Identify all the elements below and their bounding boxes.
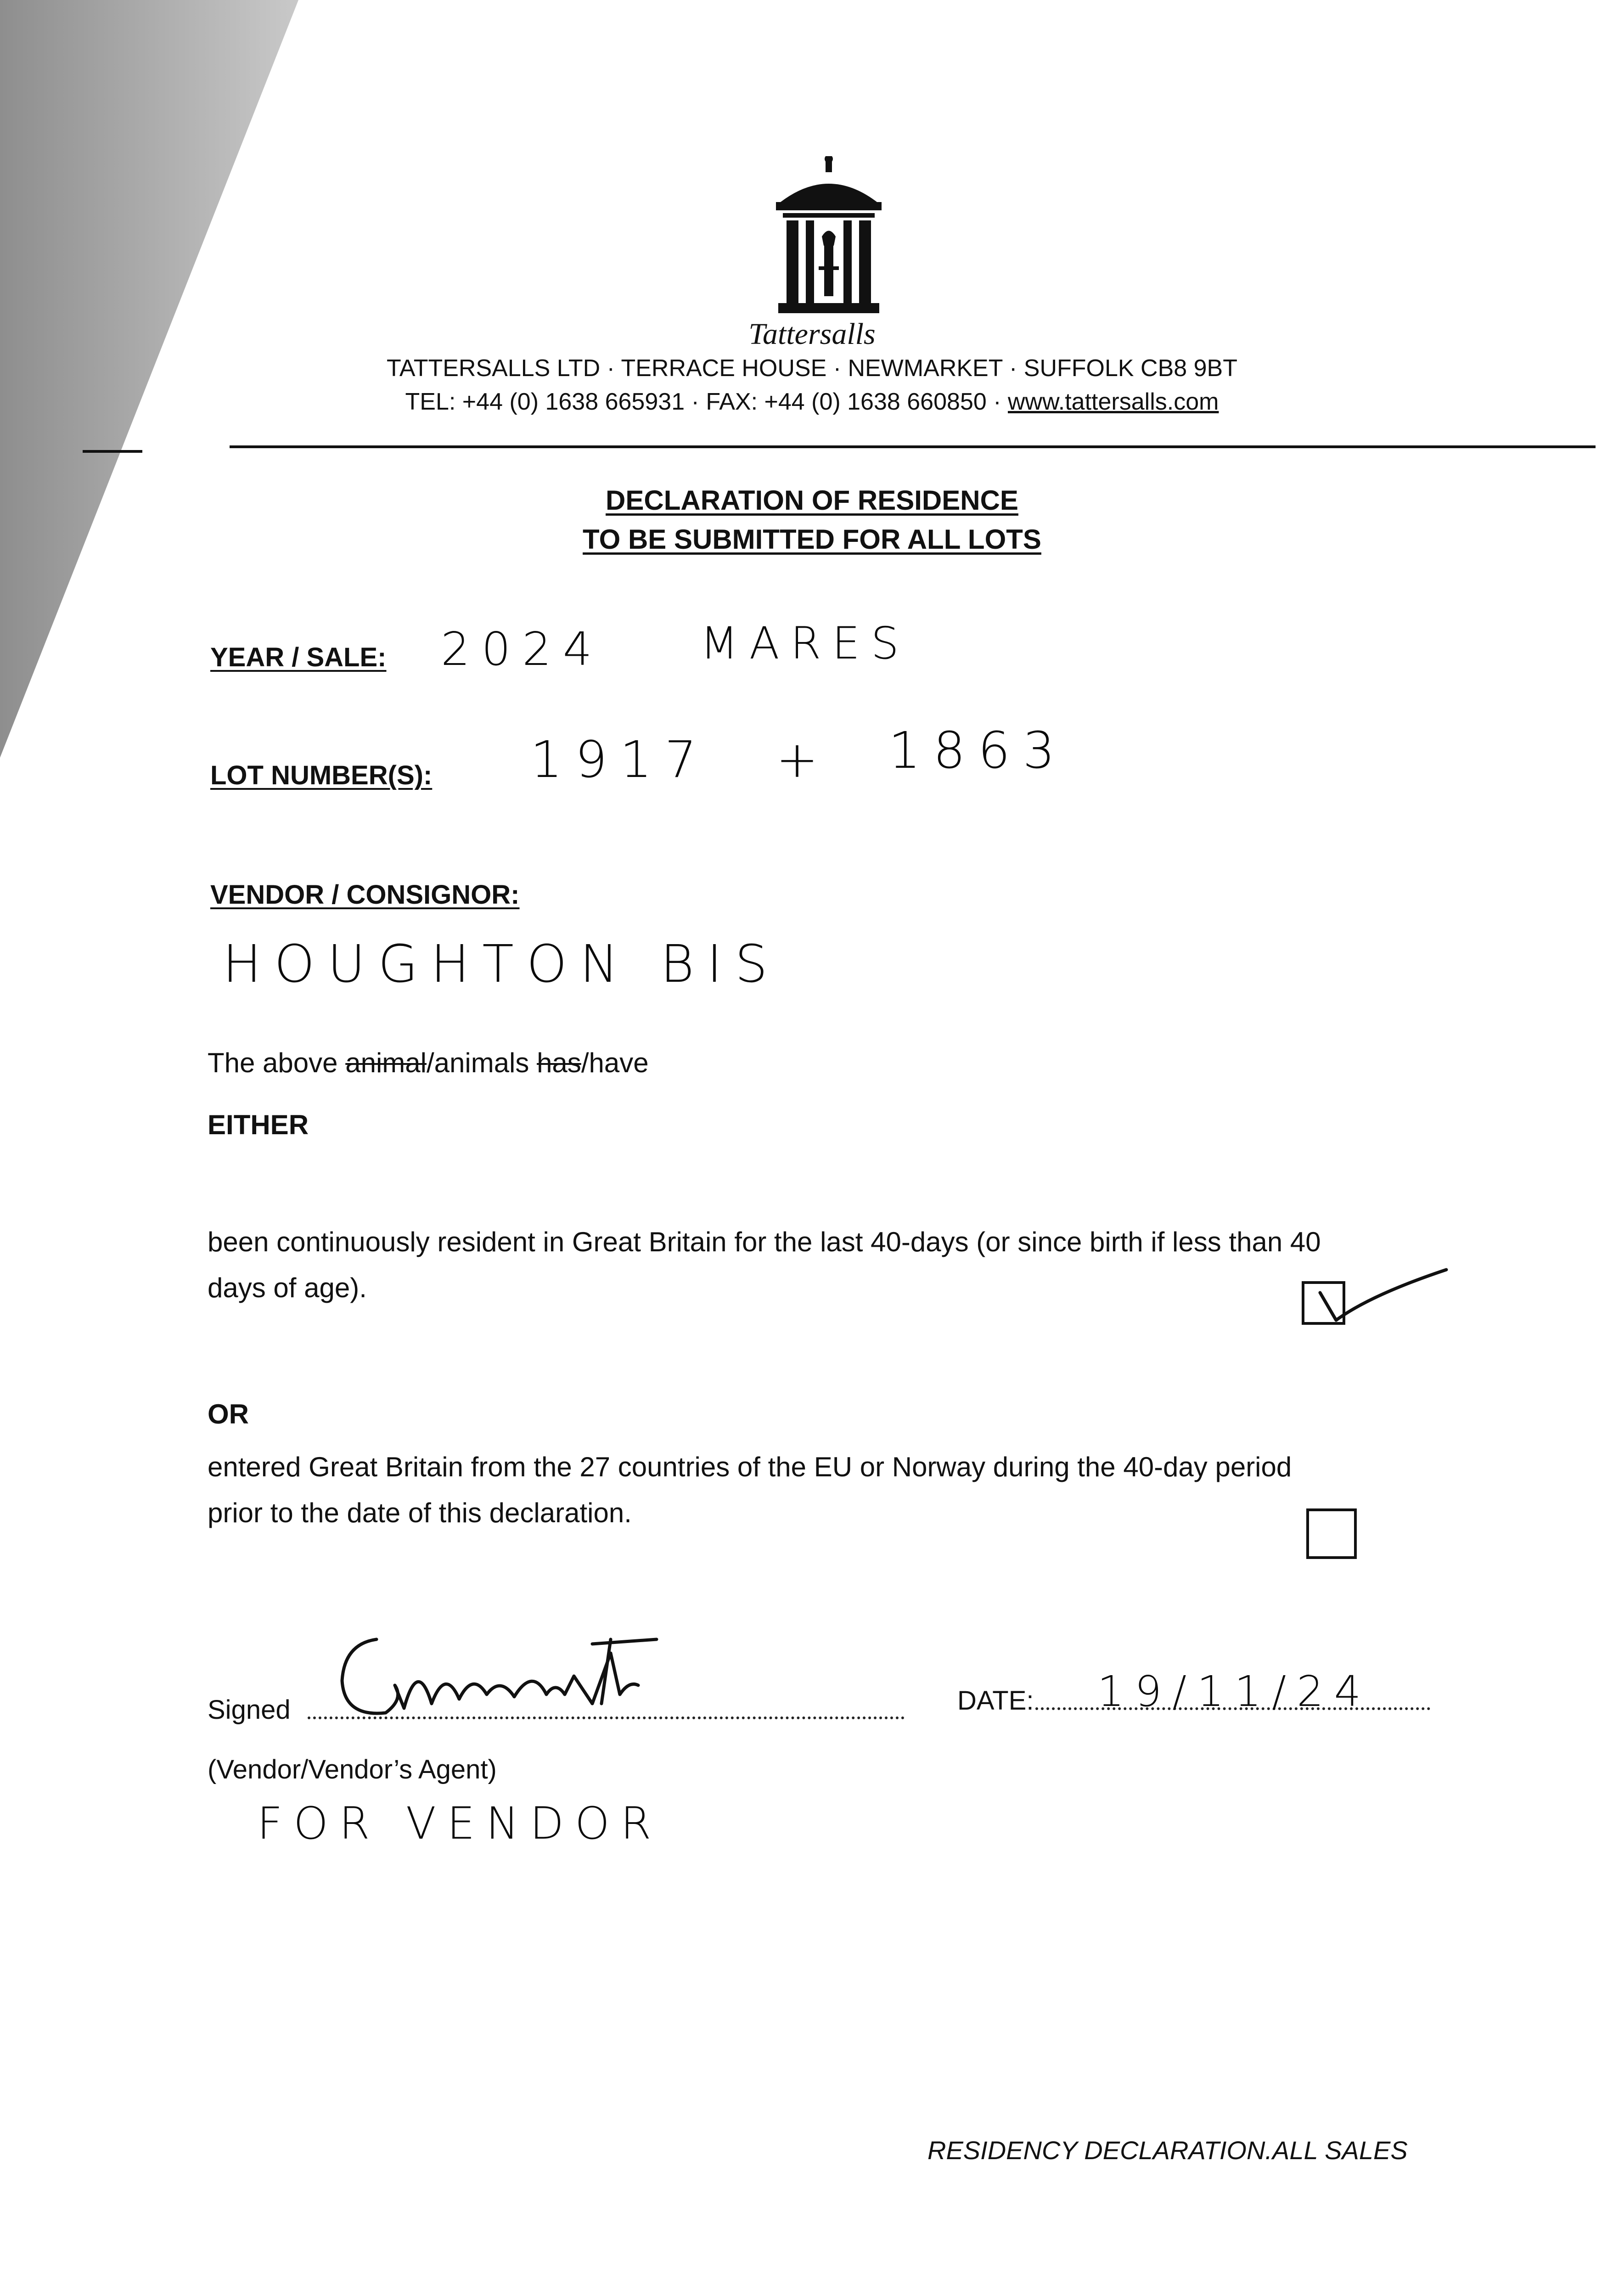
tattersalls-logo (760, 156, 898, 321)
year-value: 2024 (441, 622, 604, 676)
contact-numbers: TEL: +44 (0) 1638 665931 · FAX: +44 (0) 1638 660850 · (405, 388, 1008, 415)
statement-prefix: The above (208, 1047, 346, 1078)
statement-animals: /animals (426, 1047, 537, 1078)
date-value: 19/11/24 (1097, 1667, 1372, 1716)
option2-line1: entered Great Britain from the 27 countries of the EU or Norway during the 40-day period (208, 1452, 1292, 1482)
header-rule (230, 445, 1596, 448)
lot-number-label: LOT NUMBER(S): (210, 760, 433, 790)
lot-number-2: 1863 (888, 721, 1068, 780)
vendor-value: HOUGHTON BIS (223, 934, 781, 994)
statement-have: /have (581, 1047, 649, 1078)
option2-line2: prior to the date of this declaration. (208, 1497, 632, 1528)
date-label: DATE: (957, 1686, 1034, 1716)
statement-struck-has: has (537, 1047, 581, 1078)
statement-struck-animal: animal (345, 1047, 427, 1078)
option2-checkbox[interactable] (1306, 1508, 1357, 1559)
lot-plus-sign: + (776, 730, 831, 789)
company-contact (0, 388, 1624, 416)
footer-label: RESIDENCY DECLARATION.ALL SALES (927, 2136, 1408, 2165)
sale-value: MARES (700, 618, 910, 669)
option1-line1: been continuously resident in Great Britain for the last 40-days (or since birth if less than 40 (208, 1227, 1321, 1257)
form-subtitle: TO BE SUBMITTED FOR ALL LOTS (583, 524, 1041, 555)
either-label: EITHER (208, 1109, 309, 1140)
vendor-signature (335, 1626, 748, 1727)
company-address: TATTERSALLS LTD · TERRACE HOUSE · NEWMARKET · SUFFOLK CB8 9BT (386, 355, 1238, 382)
vendor-label: VENDOR / CONSIGNOR: (210, 880, 520, 910)
agent-note: FOR VENDOR (257, 1798, 663, 1849)
form-title: DECLARATION OF RESIDENCE (606, 485, 1018, 516)
website-link[interactable]: www.tattersalls.com (1008, 388, 1219, 415)
or-label: OR (208, 1399, 249, 1429)
year-sale-label: YEAR / SALE: (210, 642, 387, 672)
company-name: Tattersalls (748, 317, 876, 351)
margin-mark (83, 450, 142, 453)
option1-line2: days of age). (208, 1272, 367, 1303)
statement-text (208, 1040, 649, 1086)
signed-label: Signed (208, 1695, 291, 1725)
agent-label: (Vendor/Vendor’s Agent) (208, 1755, 497, 1784)
lot-number-1: 1917 (530, 730, 709, 789)
check-mark-icon (1302, 1258, 1449, 1332)
